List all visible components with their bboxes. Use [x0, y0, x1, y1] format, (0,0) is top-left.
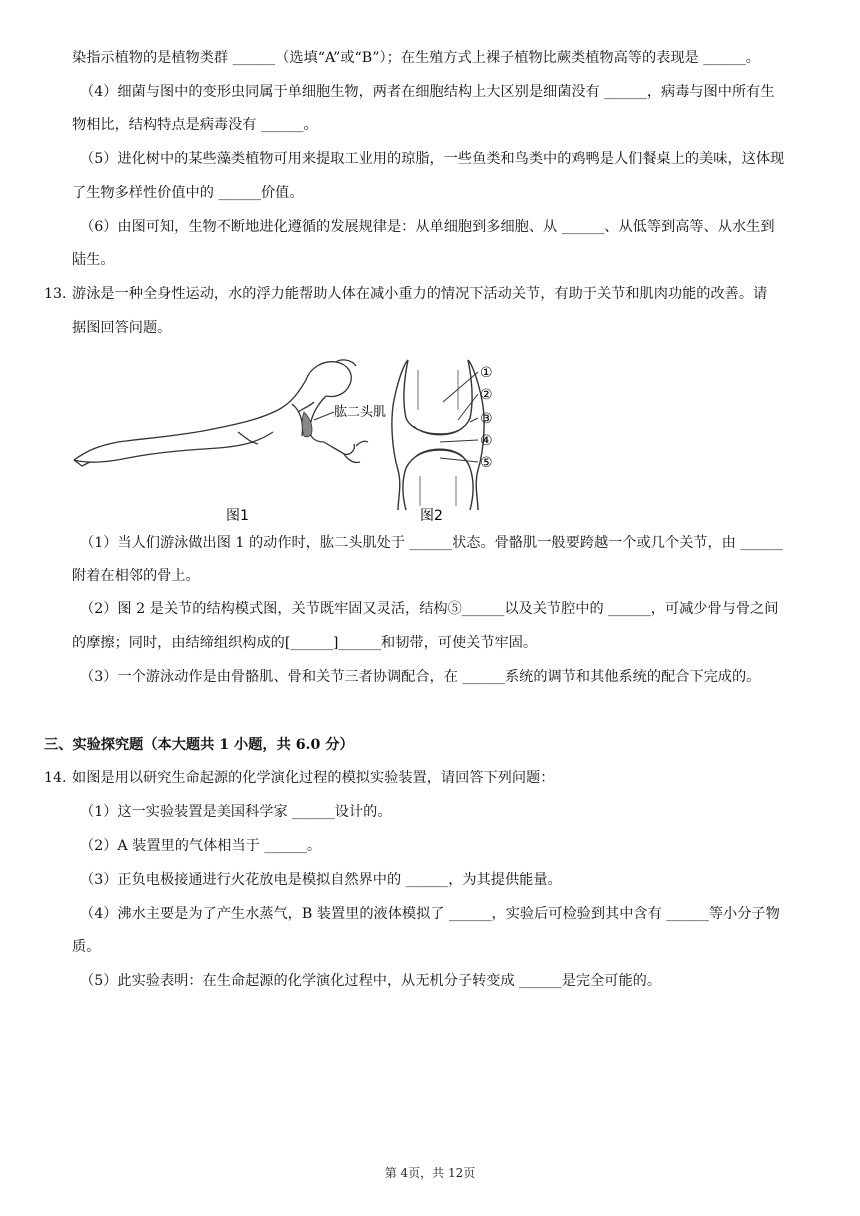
- text-line: 陆生。: [72, 252, 115, 268]
- marker-1: ①: [480, 365, 493, 381]
- question-number: 13.: [44, 286, 67, 302]
- sub-question: （2）A 装置里的气体相当于 ______。: [80, 838, 322, 854]
- sub-question: （1）这一实验装置是美国科学家 ______设计的。: [80, 804, 392, 820]
- page-footer: 第 4页，共 12页: [384, 1166, 476, 1180]
- biceps-label: 肱二头肌: [334, 405, 387, 420]
- question-text: 游泳是一种全身性运动，水的浮力能帮助人体在减小重力的情况下活动关节，有助于关节和肌肉功能的改善。请: [72, 286, 768, 302]
- marker-3: ③: [480, 411, 493, 427]
- biceps-highlight: [302, 412, 312, 437]
- question-number: 14.: [44, 770, 67, 786]
- swimmer-illustration: [74, 360, 368, 466]
- figure-drawing: [68, 350, 528, 525]
- marker-4: ④: [480, 433, 493, 449]
- sub-question: 质。: [72, 939, 101, 955]
- text-line: 了生物多样性价值中的 ______价值。: [72, 185, 304, 201]
- question-text: 如图是用以研究生命起源的化学演化过程的模拟实验装置，请回答下列问题：: [72, 770, 555, 786]
- sub-question: （2）图 2 是关节的结构模式图，关节既牢固又灵活，结构⑤______以及关节腔中的 ______，可减少骨与骨之间: [80, 601, 779, 617]
- text-line: 染指示植物的是植物类群 ______（选填“A”或“B”）；在生殖方式上裸子植物比蕨类植物高等的表现是 ______。: [72, 50, 760, 66]
- joint-schematic: [392, 360, 484, 510]
- sub-question: （4）沸水主要是为了产生水蒸气，B 装置里的液体模拟了 ______，实验后可检验到其中含有 ______等小分子物: [80, 906, 780, 922]
- marker-2: ②: [480, 387, 493, 403]
- text-line: （4）细菌与图中的变形虫同属于单细胞生物，两者在细胞结构上大区别是细菌没有 ______，病毒与图中所有生: [80, 84, 775, 100]
- sub-question: （3）正负电极接通进行火花放电是模拟自然界中的 ______，为其提供能量。: [80, 872, 562, 888]
- sub-question: （1）当人们游泳做出图 1 的动作时，肱二头肌处于 ______状态。骨骼肌一般要跨越一个或几个关节，由 ______: [80, 535, 783, 551]
- fig1-caption: 图1: [226, 508, 249, 524]
- figure-swimmer-and-joint: [68, 350, 528, 525]
- sub-question: 附着在相邻的骨上。: [72, 568, 200, 584]
- text-line: （6）由图可知，生物不断地进化遵循的发展规律是：从单细胞到多细胞、从 ______、从低等到高等、从水生到: [80, 219, 775, 235]
- marker-5: ⑤: [480, 455, 493, 471]
- text-line: （5）进化树中的某些藻类植物可用来提取工业用的琼脂，一些鱼类和鸟类中的鸡鸭是人们餐桌上的美味，这体现: [80, 151, 785, 167]
- fig2-caption: 图2: [420, 508, 443, 524]
- sub-question: （3）一个游泳动作是由骨骼肌、骨和关节三者协调配合，在 ______系统的调节和其他系统的配合下完成的。: [80, 669, 761, 685]
- sub-question: （5）此实验表明：在生命起源的化学演化过程中，从无机分子转变成 ______是完全可能的。: [80, 973, 662, 989]
- sub-question: 的摩擦；同时，由结缔组织构成的[______]______和韧带，可使关节牢固。: [72, 635, 538, 651]
- biceps-pointer-line: [314, 412, 334, 420]
- section-title: 三、实验探究题（本大题共 1 小题，共 6.0 分）: [44, 737, 354, 753]
- text-line: 物相比，结构特点是病毒没有 ______。: [72, 117, 318, 133]
- question-text: 据图回答问题。: [72, 320, 172, 336]
